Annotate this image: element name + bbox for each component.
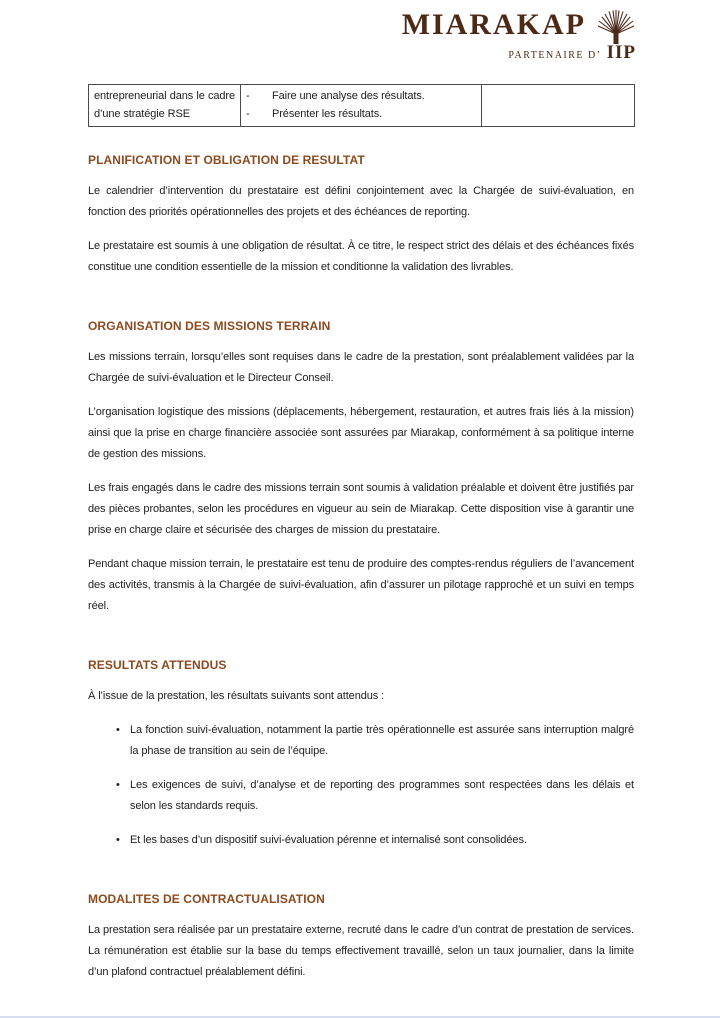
paragraph: Les frais engagés dans le cadre des missions terrain sont soumis à validation préalable et doivent être justifiés par des pièces probantes, selon les procédures en vigueur au sein de Miarakap. Cette disposition vise à garantir une prise en charge claire et sécurisée des charges de mission du prestataire. [88,482,634,536]
list-item [88,720,634,762]
paragraph: La prestation sera réalisée par un prestataire externe, recruté dans le cadre d’un contrat de prestation de services. La rémunération est établie sur la base du temps effectivement travaillé, selon un taux journalier, dans la limite d’un plafond contractuel préalablement défini. [88,924,634,978]
list-item-text: Les exigences de suivi, d’analyse et de reporting des programmes sont respectées dans les délais et selon les standards requis. [130,779,634,812]
section-heading: RESULTATS ATTENDUS [88,658,227,672]
table-cell-empty [482,85,635,127]
list-item-text: Et les bases d’un dispositif suivi-évaluation pérenne et internalisé sont consolidées. [130,834,527,846]
paragraph: Le prestataire est soumis à une obligation de résultat. À ce titre, le respect strict des délais et des échéances fixés constitue une condition essentielle de la mission et conditionne la validation des livrables. [88,240,634,273]
paragraph: Les missions terrain, lorsqu’elles sont requises dans le cadre de la prestation, sont préalablement validées par la Chargée de suivi-évaluation et le Directeur Conseil. [88,351,634,384]
section-organisation [88,319,634,617]
paragraph: L’organisation logistique des missions (déplacements, hébergement, restauration, et autres frais liés à la mission) ainsi que la prise en charge financière associée sont assurées par Miarakap, conformément à sa politique interne de gestion des missions. [88,406,634,460]
section-heading: PLANIFICATION ET OBLIGATION DE RESULTAT [88,153,365,167]
brand-tagline-iip: IIP [606,42,636,63]
section-heading: MODALITES DE CONTRACTUALISATION [88,892,325,906]
dash-marker: - [246,108,250,120]
table-cell-activity: entrepreneurial dans le cadre d’une stratégie RSE [89,85,241,127]
section-heading: ORGANISATION DES MISSIONS TERRAIN [88,319,331,333]
section-planification [88,153,634,278]
task-item [246,105,476,123]
task-text: Présenter les résultats. [272,108,383,120]
list-item [88,830,634,851]
ravinala-tree-icon [596,10,636,44]
list-item-text: La fonction suivi-évaluation, notamment la partie très opérationnelle est assurée sans interruption malgré la phase de transition au sein de l’équipe. [130,724,634,757]
bullet-list [88,720,634,851]
bullet-icon: • [116,724,120,736]
task-item [246,87,476,105]
brand-logo [402,8,636,64]
paragraph: À l’issue de la prestation, les résultats suivants sont attendus : [88,690,385,702]
brand-tagline: PARTENAIRE D’ [508,50,602,61]
section-modalites [88,892,634,983]
paragraph: Le calendrier d’intervention du prestataire est défini conjointement avec la Chargée de suivi-évaluation, en fonction des priorités opérationnelles des projets et des échéances de reporting. [88,185,634,218]
continuation-table [88,84,635,127]
table-row [89,85,635,127]
section-resultats [88,658,634,851]
brand-wordmark: MIARAKAP [401,8,586,41]
bullet-icon: • [116,834,120,846]
paragraph: Pendant chaque mission terrain, le prestataire est tenu de produire des comptes-rendus réguliers de l’avancement des activités, transmis à la Chargée de suivi-évaluation, afin d’assurer un pilotage rapproché et un suivi en temps réel. [88,558,634,612]
bullet-icon: • [116,779,120,791]
list-item [88,775,634,817]
dash-marker: - [246,90,250,102]
task-text: Faire une analyse des résultats. [272,90,425,102]
table-cell-tasks [241,85,482,127]
document-body [88,84,634,996]
